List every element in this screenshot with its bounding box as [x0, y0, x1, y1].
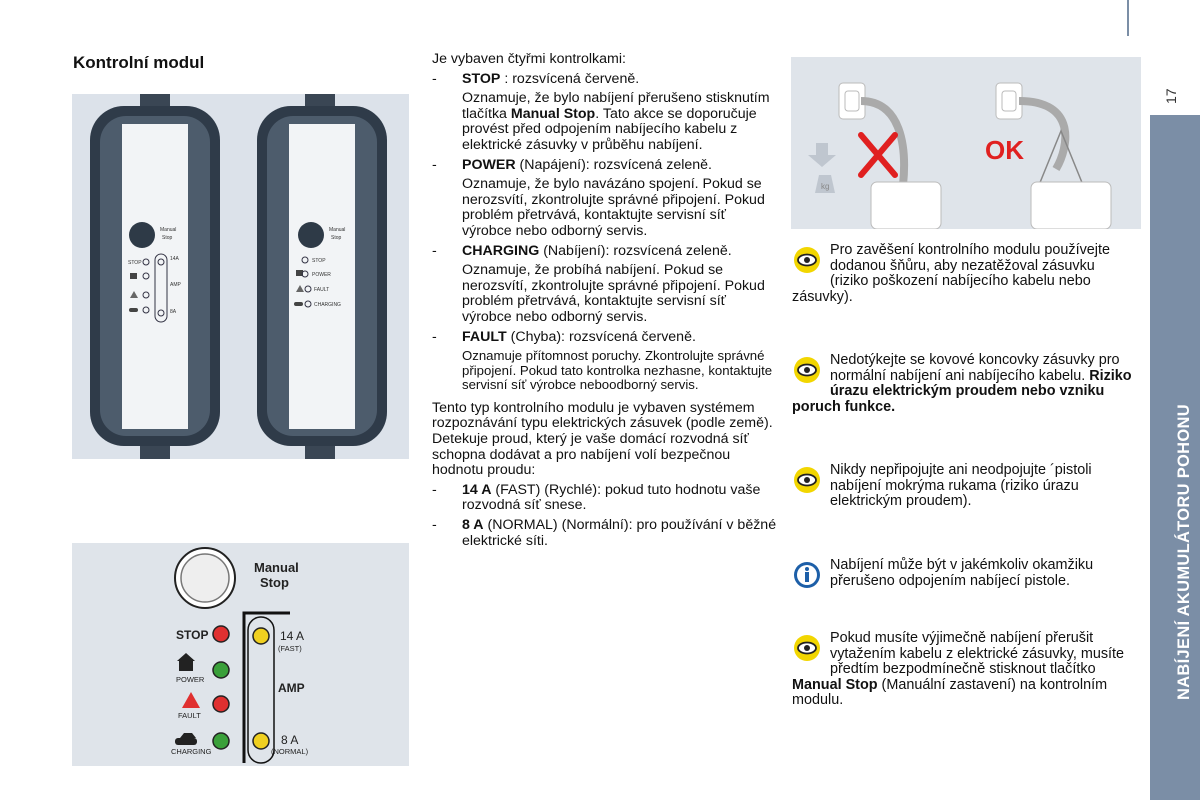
kg-label: kg [821, 182, 830, 191]
plug-hanging-illustration [791, 57, 1141, 229]
light-description-text: Oznamuje přítomnost poruchy. Zkontrolujte správné připojení. Pokud tato kontrolka nezhasne, kontaktujte servisní síť výrobce neboodborný servis. [462, 348, 773, 393]
light-heading [462, 244, 777, 260]
bullet-dash: - [432, 328, 437, 345]
note-text [792, 463, 1132, 510]
light-description-text: Oznamuje, že bylo nabíjení přerušeno stisknutím tlačítka [462, 90, 770, 122]
light-state: (Chyba): rozsvícená červeně. [506, 328, 696, 345]
light-heading [462, 158, 777, 174]
light-item [432, 158, 777, 174]
note-text-bold: Manual Stop [792, 676, 878, 693]
light-description-bold: Manual Stop [510, 105, 596, 122]
diagram-stop-label: STOP [176, 628, 209, 642]
light-heading [462, 330, 777, 346]
light-list [432, 72, 777, 393]
photo2-power-label: POWER [312, 272, 331, 278]
light-item [432, 72, 777, 88]
note-item [792, 353, 1132, 415]
bullet-dash: - [432, 70, 437, 87]
light-description-tail: . Tato akce se doporučuje provést před odpojením nabíjecího kabelu z elektrické zásuvky v průběhu nabíjení. [462, 105, 757, 153]
note-item [792, 463, 1132, 510]
current-item [432, 483, 777, 514]
light-description-text: Oznamuje, že bylo navázáno spojení. Pokud se nerozsvítí, zkontrolujte správné připojení. Pokud problém přetrvává, kontaktujte servisní síť výrobce nebo odborný servis. [462, 176, 765, 239]
diagram-fast-label: (FAST) [278, 644, 302, 653]
photo-manual-label: Manual [160, 227, 177, 233]
note-text [792, 631, 1132, 709]
light-description-text: Oznamuje, že probíhá nabíjení. Pokud se nerozsvítí, zkontrolujte správné připojení. Pokud problém přetrvává, kontaktujte servisní síť výrobce nebo odborný servis. [462, 262, 765, 325]
photo-14a-label: 14A [170, 256, 179, 262]
light-name: FAULT [462, 328, 507, 345]
eye-icon [792, 245, 822, 275]
bullet-dash: - [432, 517, 437, 534]
main-text-column [432, 52, 777, 549]
note-text-part: Pro zavěšení kontrolního modulu používejte dodanou šňůru, aby nezatěžoval zásuvku (riziko poškození nabíjecího kabelu nebo zásuvky). [792, 242, 1110, 305]
light-item [432, 330, 777, 346]
current-text [462, 483, 777, 514]
diagram-fault-label: FAULT [178, 711, 201, 720]
photo2-fault-label: FAULT [314, 287, 330, 293]
note-text-part: Nabíjení může být v jakémkoliv okamžiku přerušeno odpojením nabíjecí pistole. [830, 557, 1094, 589]
diagram-manual-label: Manual [254, 560, 299, 575]
note-text [792, 558, 1132, 589]
note-text [792, 243, 1132, 305]
current-item [432, 518, 777, 549]
note-text-part: Nedotýkejte se kovové koncovky zásuvky pro normální nabíjení ani nabíjecího kabelu. [830, 352, 1120, 384]
ok-label: OK [985, 135, 1024, 165]
section-heading: Kontrolní modul [73, 53, 205, 72]
top-rule [1127, 0, 1129, 36]
light-state: (Nabíjení): rozsvícená zeleně. [539, 242, 732, 259]
photo-amp-label: AMP [170, 282, 181, 288]
note-item [792, 631, 1132, 709]
photo2-stop-word-label: Stop [331, 235, 342, 241]
diagram-normal-label: (NORMAL) [271, 747, 309, 756]
current-value: 14 A [462, 481, 492, 498]
light-name: STOP [462, 70, 501, 87]
diagram-amp-label: AMP [278, 681, 305, 695]
light-description [462, 263, 777, 325]
current-list [432, 483, 777, 549]
light-state: (Napájení): rozsvícená zeleně. [515, 156, 712, 173]
info-icon [792, 560, 822, 590]
note-text-part: Pokud musíte výjimečně nabíjení přerušit vytažením kabelu z elektrické zásuvky, musíte předtím bezpodmínečně stisknout tlačítko [830, 630, 1125, 678]
note-item [792, 558, 1132, 590]
side-tab-label: NABÍJENÍ AKUMULÁTORU POHONU [1175, 404, 1193, 700]
light-description [462, 177, 777, 239]
current-text [462, 518, 777, 549]
note-item [792, 243, 1132, 305]
diagram-power-label: POWER [176, 675, 205, 684]
detection-text: Tento typ kontrolního modulu je vybaven systémem rozpoznávání typu elektrických zásuvek (podle země). Detekuje proud, který je vaše domácí rozvodná síť schopna dodávat a pro nabíjení volí bezpečnou hodnotu proudu: [432, 399, 773, 479]
page-number: 17 [1163, 88, 1179, 104]
light-description [462, 349, 777, 393]
light-item [432, 244, 777, 260]
photo2-stop-label: STOP [312, 258, 326, 264]
eye-icon [792, 633, 822, 663]
photo-stop-label: STOP [128, 260, 142, 266]
current-description: (NORMAL) (Normální): pro používání v běžné elektrické síti. [462, 517, 777, 549]
note-text [792, 353, 1132, 415]
control-module-photo [72, 94, 409, 459]
light-name: CHARGING [462, 242, 540, 259]
diagram-8a-label: 8 A [281, 733, 299, 747]
bullet-dash: - [432, 156, 437, 173]
current-value: 8 A [462, 517, 484, 534]
bullet-dash: - [432, 481, 437, 498]
photo-8a-label: 8A [170, 309, 177, 315]
note-text-bold: Riziko úrazu elektrickým proudem nebo vzniku poruch funkce. [792, 367, 1132, 415]
note-text-tail: (Manuální zastavení) na kontrolním modulu. [792, 676, 1108, 709]
note-text-part: Nikdy nepřipojujte ani neodpojujte ´pistoli nabíjení mokrýma rukama (riziko úrazu elektrickým proudem). [830, 462, 1092, 510]
photo2-charging-label: CHARGING [314, 302, 341, 308]
eye-icon [792, 355, 822, 385]
photo2-manual-label: Manual [329, 227, 346, 233]
light-name: POWER [462, 156, 516, 173]
eye-icon [792, 465, 822, 495]
diagram-14a-label: 14 A [280, 629, 305, 643]
bullet-dash: - [432, 242, 437, 259]
intro-text: Je vybaven čtyřmi kontrolkami: [432, 51, 626, 67]
photo-stop-word-label: Stop [162, 235, 173, 241]
light-description [462, 91, 777, 153]
light-state: : rozsvícená červeně. [500, 70, 640, 87]
control-module-diagram [72, 543, 409, 766]
diagram-stop-word-label: Stop [260, 575, 289, 590]
light-heading [462, 72, 777, 88]
current-description: (FAST) (Rychlé): pokud tuto hodnotu vaše rozvodná síť snese. [462, 481, 761, 514]
diagram-charging-label: CHARGING [171, 747, 212, 756]
